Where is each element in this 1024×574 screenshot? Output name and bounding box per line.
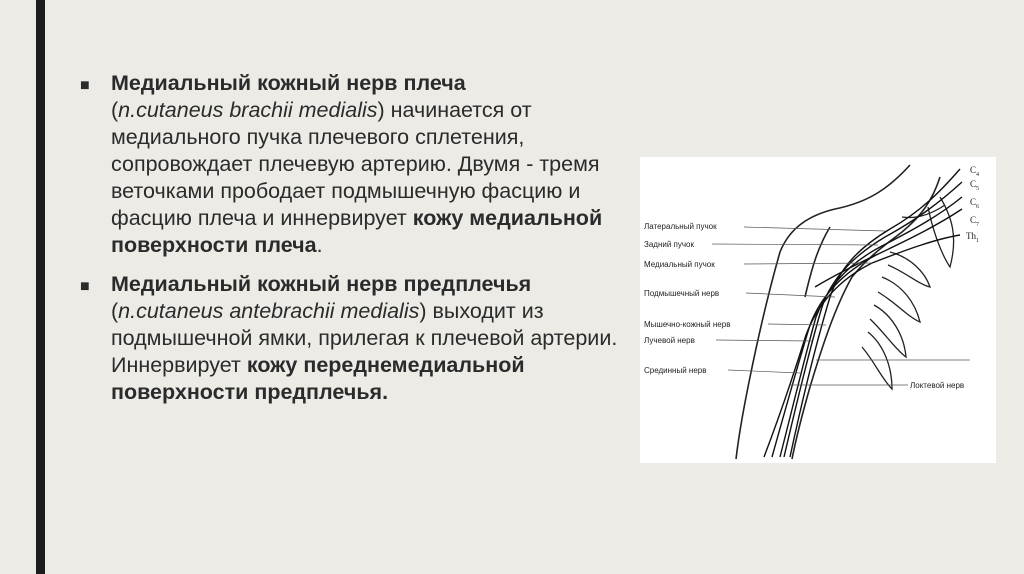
bullet-title: Медиальный кожный нерв предплечья: [111, 272, 532, 296]
bullet-body: выходит из подмышечной ямки, прилегая к плечевой артерии. Иннервирует: [111, 299, 618, 377]
paren-close: ): [419, 299, 427, 323]
paren-open: (: [111, 98, 119, 122]
label-median-nerve: Срединный нерв: [644, 366, 707, 375]
root-label: $C_7$: [970, 215, 980, 228]
bullet-body: начинается от медиального пучка плечевого сплетения, сопровождает плечевую артерию. Двумя - тремя веточками прободает подмышечную фасцию и фасцию плеча и иннервирует: [111, 98, 600, 230]
latin-name: n.cutaneus brachii medialis: [118, 98, 378, 122]
paren-open: (: [111, 299, 119, 323]
latin-name: n.cutaneus antebrachii medialis: [118, 299, 420, 323]
anatomy-drawing: [640, 157, 996, 463]
label-posterior-cord: Задний пучок: [644, 240, 694, 249]
label-ulnar-nerve: Локтевой нерв: [910, 381, 965, 390]
root-label: $C_5$: [970, 179, 980, 192]
bullet-end: .: [382, 380, 389, 404]
bullet-emphasis: кожу переднемедиальной поверхности предплечья: [111, 353, 525, 404]
bullet-title: Медиальный кожный нерв плеча: [111, 71, 466, 95]
paren-close: ): [377, 98, 385, 122]
bullet-item: [80, 70, 620, 259]
bullet-end: .: [316, 233, 323, 257]
square-bullet-icon: ■: [80, 278, 90, 295]
bullet-item: [80, 271, 620, 406]
root-label: $C_4$: [970, 165, 980, 178]
root-label: $C_6$: [970, 197, 980, 210]
root-label: $Th_1$: [966, 231, 979, 244]
label-radial-nerve: Лучевой нерв: [644, 336, 695, 345]
arm-outline: [736, 165, 940, 459]
brachial-plexus-illustration: [640, 157, 996, 463]
label-lateral-cord: Латеральный пучок: [644, 222, 717, 231]
leader-lines: [712, 227, 970, 385]
content-text: [80, 70, 620, 418]
label-medial-cord: Медиальный пучок: [644, 260, 715, 269]
label-axillary-nerve: Подмышечный нерв: [644, 289, 720, 298]
label-musculocutaneous-nerve: Мышечно-кожный нерв: [644, 320, 731, 329]
bullet-emphasis: кожу медиальной поверхности плеча: [111, 206, 603, 257]
square-bullet-icon: ■: [80, 77, 90, 94]
accent-bar: [36, 0, 45, 574]
